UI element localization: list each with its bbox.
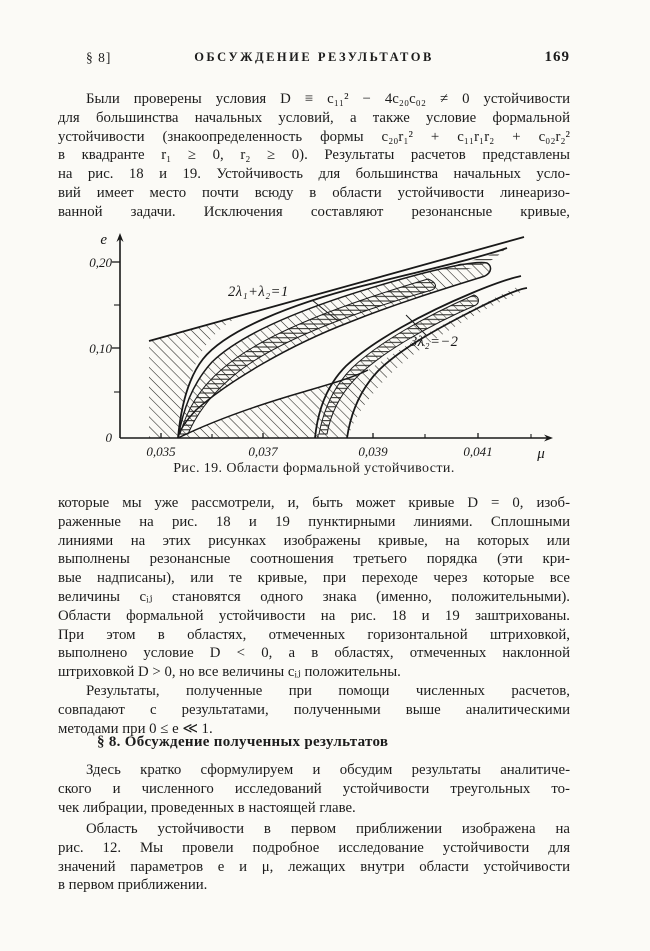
text-line: выполнено условие D < 0, а в областях, отмеченных наклонной bbox=[58, 645, 570, 662]
paragraph-4 bbox=[58, 761, 570, 817]
x-tick-0041: 0,041 bbox=[463, 444, 493, 459]
resonance-label-1: 2λ₁+λ₂=1 bbox=[228, 284, 289, 300]
text-line: Область устойчивости в первом приближении изображена на bbox=[86, 821, 570, 837]
text-line: вые надписаны), или те кривые, при переходе через которые все bbox=[58, 570, 570, 587]
running-title: ОБСУЖДЕНИЕ РЕЗУЛЬТАТОВ bbox=[194, 50, 434, 64]
paragraph-3 bbox=[58, 682, 570, 738]
text-line: методами при 0 ≤ e ≪ 1. bbox=[58, 720, 213, 737]
text-line: вий имеет место почти всюду в области устойчивости линеаризо- bbox=[58, 184, 570, 201]
paragraph-5 bbox=[58, 820, 570, 895]
text-line: для большинства начальных условий, а также условие формальной bbox=[58, 109, 570, 126]
x-tick-0037: 0,037 bbox=[248, 444, 278, 459]
text-line: ского и численного исследований устойчивости треугольных то- bbox=[58, 780, 570, 797]
page-header bbox=[58, 49, 570, 67]
text-line: рис. 12. Мы провели подробное исследование устойчивости для bbox=[58, 839, 570, 856]
x-tick-0035: 0,035 bbox=[146, 444, 176, 459]
text-line: в квадранте r₁ ≥ 0, r₂ ≥ 0). Результаты расчетов представлены bbox=[58, 147, 570, 164]
section-heading: § 8. Обсуждение полученных результатов bbox=[97, 734, 389, 750]
text-line: чек либрации, проведенных в настоящей главе. bbox=[58, 799, 356, 816]
section-marker: § 8] bbox=[86, 50, 112, 65]
paragraph-2 bbox=[58, 494, 570, 682]
page-number: 169 bbox=[544, 49, 570, 65]
y-tick-010: 0,10 bbox=[89, 341, 112, 356]
text-line: на рис. 18 и 19. Устойчивость для большинства начальных усло- bbox=[58, 166, 570, 183]
text-line: Области формальной устойчивости на рис. 18 и 19 заштрихованы. bbox=[58, 607, 570, 624]
text-line: Здесь кратко сформулируем и обсудим результаты аналитиче- bbox=[86, 762, 570, 778]
text-line: совпадают с результатами, полученными выше аналитическими bbox=[58, 701, 570, 718]
text-line: Были проверены условия D ≡ c₁₁² − 4c₂₀c₀₂ ≠ 0 устойчивости bbox=[86, 91, 570, 107]
x-axis-label: μ bbox=[537, 446, 545, 462]
text-line: линиями на этих рисунках изображены кривые, на которых или bbox=[58, 532, 570, 549]
figure-caption: Рис. 19. Области формальной устойчивости. bbox=[173, 461, 455, 476]
text-line: устойчивости (знакоопределенность формы c₂₀r₁² + c₁₁r₁r₂ + c₀₂r₂² bbox=[58, 128, 570, 145]
y-axis-label: e bbox=[100, 232, 107, 248]
y-tick-0: 0 bbox=[105, 430, 112, 445]
paragraph-1 bbox=[58, 90, 570, 222]
text-line: в первом приближении. bbox=[58, 877, 208, 894]
text-line: Результаты, полученные при помощи численных расчетов, bbox=[86, 683, 570, 699]
text-line: штриховкой D > 0, но все величины cᵢⱼ положительны. bbox=[58, 664, 401, 681]
x-tick-0039: 0,039 bbox=[358, 444, 388, 459]
y-tick-020: 0,20 bbox=[89, 255, 112, 270]
text-line: При этом в областях, отмеченных горизонтальной штриховкой, bbox=[58, 626, 570, 643]
text-line: которые мы уже рассмотрели, и, быть может кривые D = 0, изоб- bbox=[58, 495, 570, 511]
text-line: величины cᵢⱼ становятся одного знака (именно, положительными). bbox=[58, 588, 570, 605]
text-line: раженные на рис. 18 и 19 пунктирными линиями. Сплошными bbox=[58, 513, 570, 530]
text-line: ванной задачи. Исключения составляют резонансные кривые, bbox=[58, 203, 570, 220]
text-line: значений параметров e и μ, лежащих внутри области устойчивости bbox=[58, 858, 570, 875]
text-line: выполнены резонансные соотношения третьего порядка (эти кри- bbox=[58, 551, 570, 568]
resonance-label-2: 3λ₂=−2 bbox=[410, 334, 459, 350]
figure-19-plot bbox=[0, 228, 650, 463]
